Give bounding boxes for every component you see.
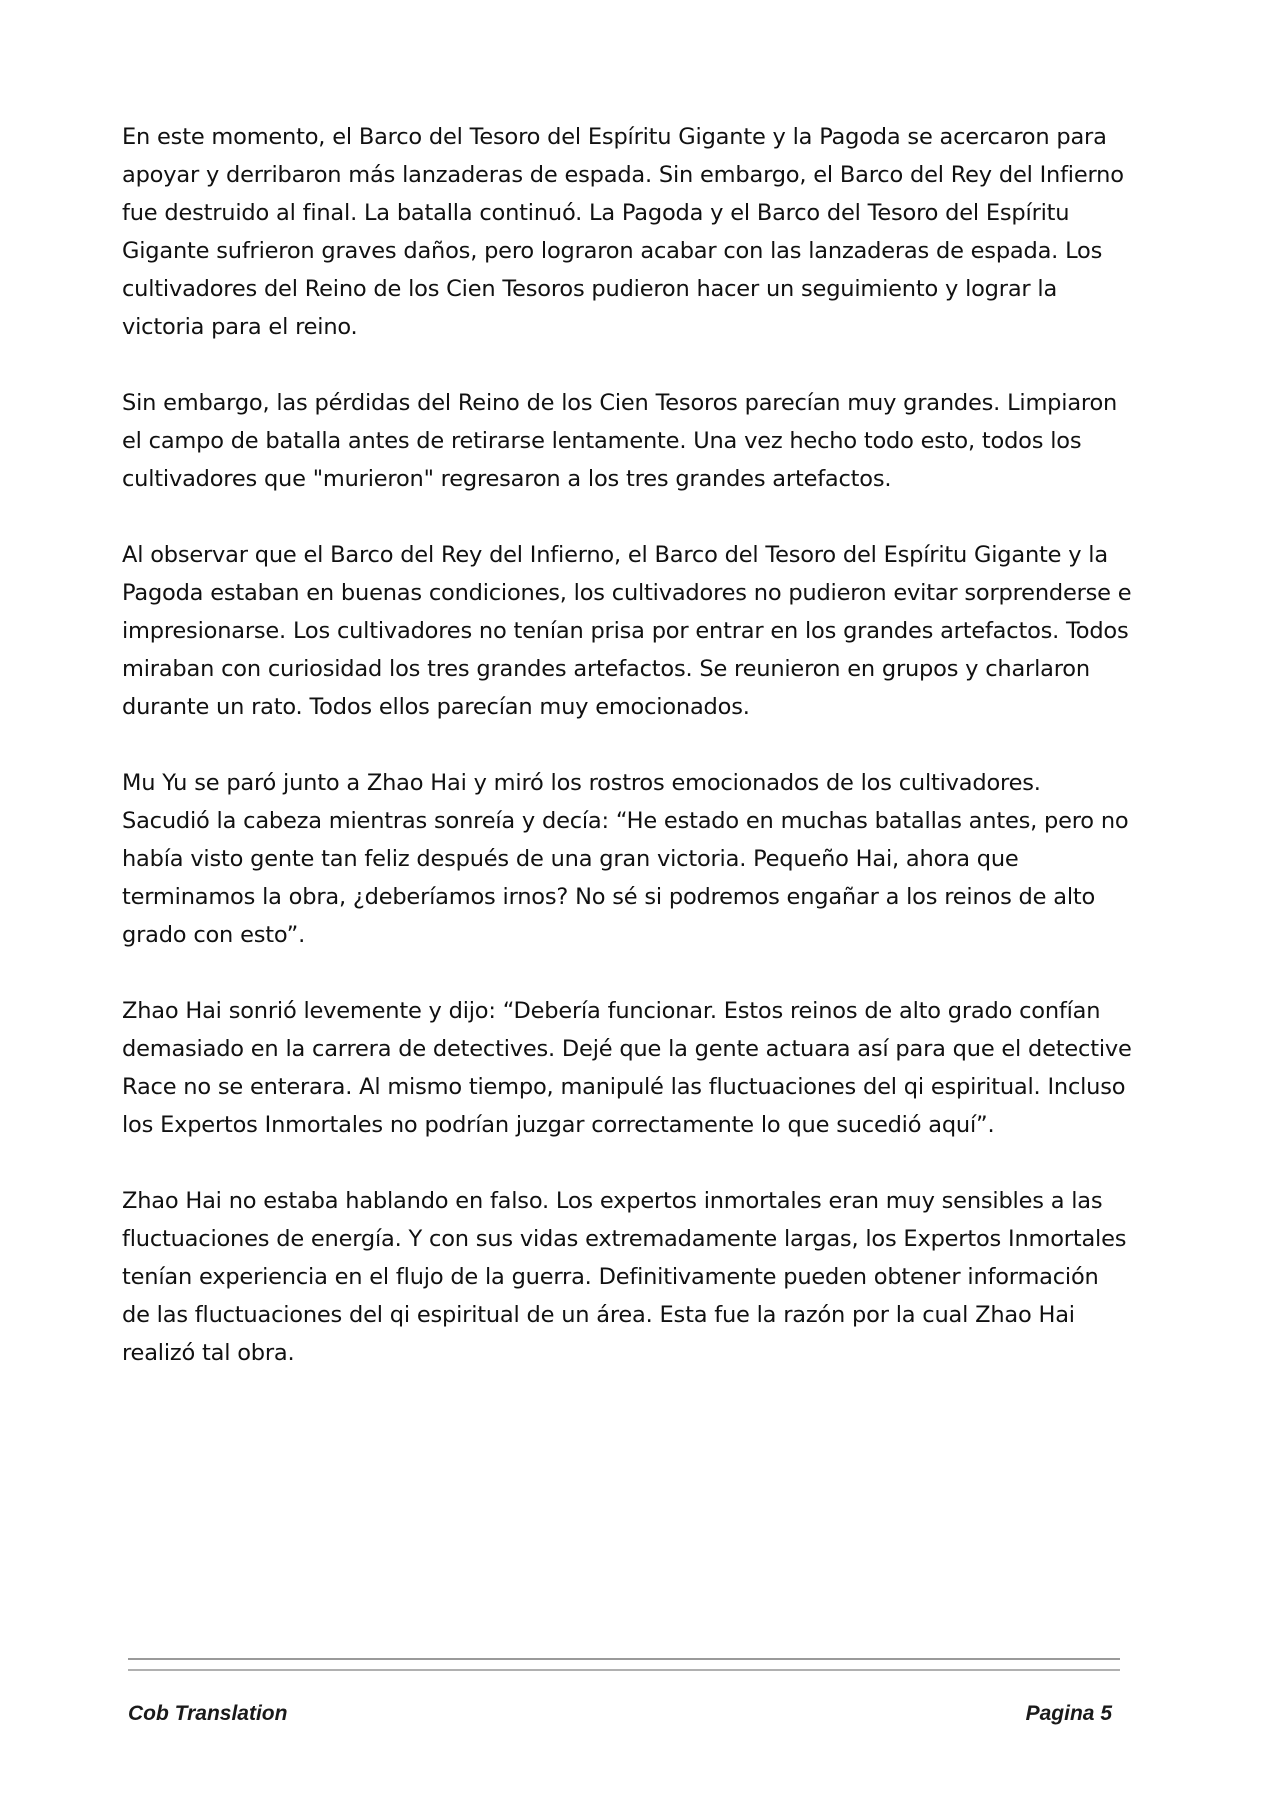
paragraph-4: Mu Yu se paró junto a Zhao Hai y miró los rostros emocionados de los cultivadores. Sacudió la cabeza mientras sonreía y decía: “He estado en muchas batallas antes, pero no había visto gente tan feliz después de una gran victoria. Pequeño Hai, ahora que terminamos la obra, ¿deberíamos irnos? No sé si podremos engañar a los reinos de alto grado con esto”. bbox=[122, 770, 1129, 948]
footer-translator-credit: Cob Translation bbox=[128, 1702, 288, 1725]
paragraph-6: Zhao Hai no estaba hablando en falso. Los expertos inmortales eran muy sensibles a las fluctuaciones de energía. Y con sus vidas extremadamente largas, los Expertos Inmortales tenían experiencia en el flujo de la guerra. Definitivamente pueden obtener información de las fluctuaciones del qi espiritual de un área. Esta fue la razón por la cual Zhao Hai realizó tal obra. bbox=[122, 1188, 1127, 1366]
paragraph-1: En este momento, el Barco del Tesoro del Espíritu Gigante y la Pagoda se acercaron para apoyar y derribaron más lanzaderas de espada. Sin embargo, el Barco del Rey del Infierno fue destruido al final. La batalla continuó. La Pagoda y el Barco del Tesoro del Espíritu Gigante sufrieron graves daños, pero lograron acabar con las lanzaderas de espada. Los cultivadores del Reino de los Cien Tesoros pudieron hacer un seguimiento y lograr la victoria para el reino. bbox=[122, 124, 1124, 340]
paragraph-3: Al observar que el Barco del Rey del Infierno, el Barco del Tesoro del Espíritu Gigante y la Pagoda estaban en buenas condiciones, los cultivadores no pudieron evitar sorprenderse e impresionarse. Los cultivadores no tenían prisa por entrar en los grandes artefactos. Todos miraban con curiosidad los tres grandes artefactos. Se reunieron en grupos y charlaron durante un rato. Todos ellos parecían muy emocionados. bbox=[122, 542, 1132, 720]
footer-divider-bottom bbox=[128, 1669, 1120, 1671]
footer-divider-top bbox=[128, 1658, 1120, 1660]
footer-page-number: Pagina 5 bbox=[1025, 1702, 1112, 1725]
body-text bbox=[122, 118, 1132, 1410]
paragraph-5: Zhao Hai sonrió levemente y dijo: “Debería funcionar. Estos reinos de alto grado confían demasiado en la carrera de detectives. Dejé que la gente actuara así para que el detective Race no se enterara. Al mismo tiempo, manipulé las fluctuaciones del qi espiritual. Incluso los Expertos Inmortales no podrían juzgar correctamente lo que sucedió aquí”. bbox=[122, 998, 1132, 1138]
paragraph-2: Sin embargo, las pérdidas del Reino de los Cien Tesoros parecían muy grandes. Limpiaron el campo de batalla antes de retirarse lentamente. Una vez hecho todo esto, todos los cultivadores que "murieron" regresaron a los tres grandes artefactos. bbox=[122, 390, 1118, 492]
